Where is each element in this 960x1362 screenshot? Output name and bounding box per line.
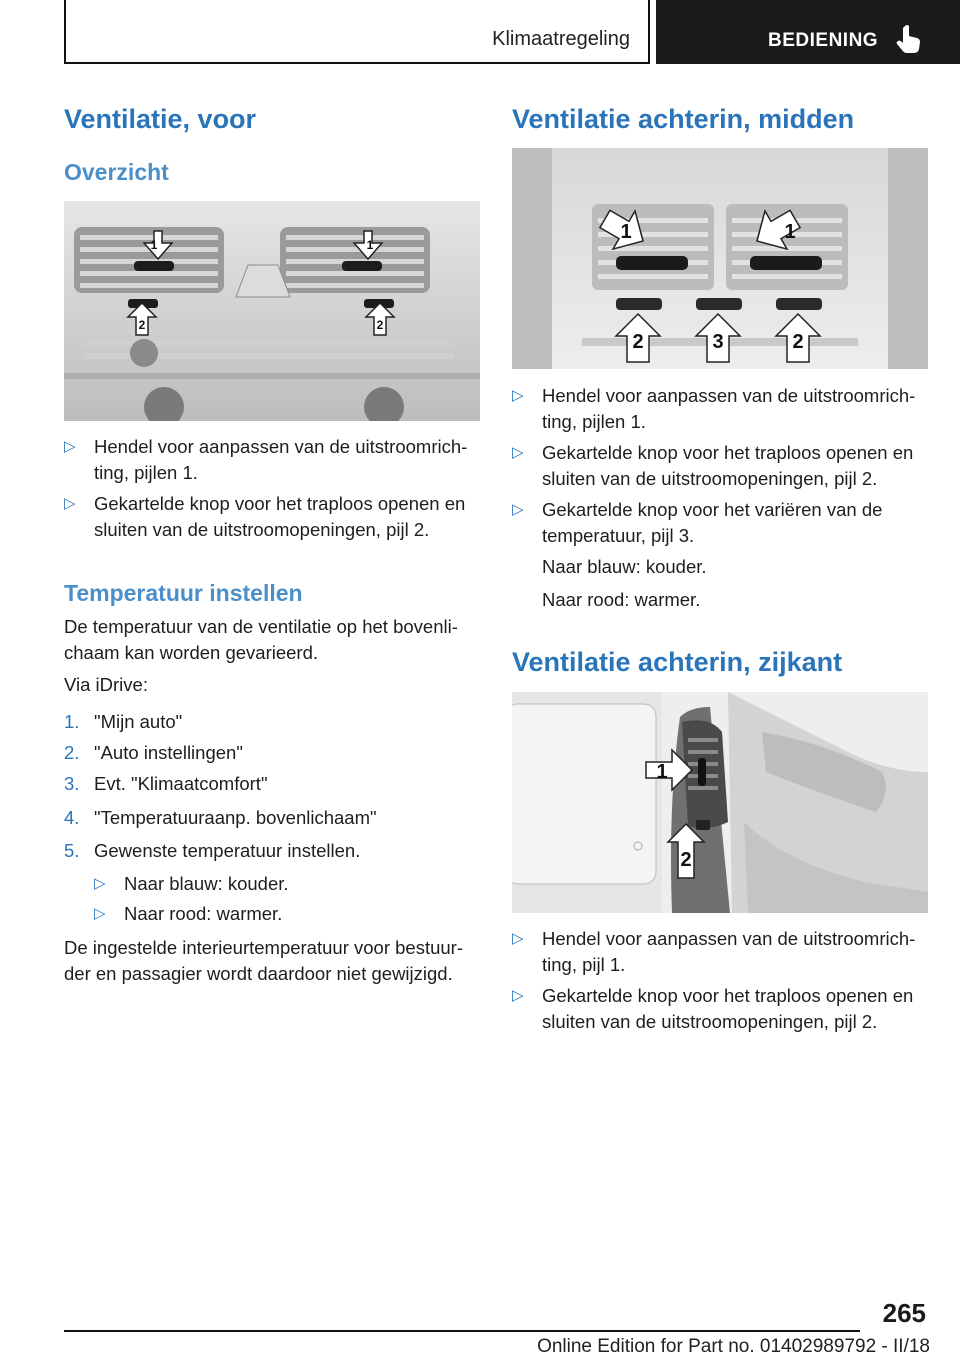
- paragraph-line: De ingestelde interieurtemperatuur voor bestuur-: [64, 937, 463, 958]
- figure-label-arrow-2: 2: [792, 331, 804, 353]
- triangle-bullet-icon: ▷: [512, 930, 524, 947]
- paragraph-line: der en passagier wordt daardoor niet gewijzigd.: [64, 963, 453, 984]
- step-text: "Temperatuuraanp. bovenlichaam": [94, 807, 377, 828]
- bullet-text: Gekartelde knop voor het traploos openen en: [542, 442, 914, 463]
- step-number: 2.: [64, 742, 80, 763]
- list-item: [512, 440, 928, 492]
- chapter-tab[interactable]: [656, 0, 960, 64]
- temperature-paragraph: [64, 614, 480, 666]
- step-text: "Mijn auto": [94, 711, 183, 732]
- figure-label-arrow-2: 2: [138, 318, 146, 332]
- section-title-rear-side: Ventilatie achterin, zijkant: [512, 647, 843, 677]
- triangle-bullet-icon: ▷: [512, 387, 524, 404]
- bullet-text: ting, pijlen 1.: [94, 462, 198, 483]
- bullet-text: Hendel voor aanpassen van de uitstroomrich-: [542, 385, 916, 406]
- step-number: 3.: [64, 773, 80, 794]
- via-idrive-label: Via iDrive:: [64, 674, 148, 695]
- edition-text: Online Edition for Part no. 01402989792 - II/18: [537, 1336, 930, 1357]
- footer-divider: [64, 1330, 860, 1332]
- figure-label-arrow-2: 2: [632, 331, 644, 353]
- figure-label-arrow-1: 1: [620, 221, 632, 243]
- bullet-text: Gekartelde knop voor het traploos openen en: [94, 493, 466, 514]
- bullet-text: Naar rood: warmer.: [124, 903, 283, 924]
- list-item: [64, 491, 480, 543]
- figure-label-arrow-1: 1: [784, 221, 796, 243]
- figure-label-arrow-2: 2: [680, 849, 692, 871]
- section-title: Klimaatregeling: [492, 28, 630, 50]
- list-item: [512, 497, 928, 549]
- bullet-text: Hendel voor aanpassen van de uitstroomrich-: [542, 928, 916, 949]
- list-item: [94, 871, 474, 897]
- step-number: 5.: [64, 840, 80, 861]
- section-title-front-vent: Ventilatie, voor: [64, 104, 257, 134]
- rear-side-vent-figure: [512, 692, 928, 913]
- triangle-bullet-icon: ▷: [512, 501, 524, 518]
- figure-label-arrow-2: 2: [376, 318, 384, 332]
- note-line: Naar blauw: kouder.: [542, 556, 707, 577]
- list-item: [512, 983, 928, 1035]
- triangle-bullet-icon: ▷: [94, 875, 106, 892]
- header-section-box: [64, 0, 650, 64]
- step-text: Evt. "Klimaatcomfort": [94, 773, 268, 794]
- figure-label-arrow-1: 1: [366, 238, 374, 252]
- triangle-bullet-icon: ▷: [512, 987, 524, 1004]
- paragraph-line: De temperatuur van de ventilatie op het bovenli-: [64, 616, 458, 637]
- closing-paragraph: [64, 935, 480, 987]
- front-vent-figure: [64, 201, 480, 421]
- rear-center-vent-figure: [512, 148, 928, 369]
- list-item: [512, 383, 928, 435]
- figure-label-arrow-1: 1: [656, 761, 668, 783]
- temperature-heading: Temperatuur instellen: [64, 580, 303, 606]
- hand-pointer-icon: [896, 24, 922, 54]
- bullet-text: sluiten van de uitstroomopeningen, pijl 2.: [94, 519, 430, 540]
- list-item: [64, 434, 480, 486]
- list-item: [94, 901, 474, 927]
- bullet-text: sluiten van de uitstroomopeningen, pijl 2.: [542, 468, 878, 489]
- bullet-text: Hendel voor aanpassen van de uitstroomrich-: [94, 436, 468, 457]
- section-title-rear-center: Ventilatie achterin, midden: [512, 104, 855, 134]
- bullet-text: Gekartelde knop voor het variëren van de: [542, 499, 883, 520]
- list-item: [512, 926, 928, 978]
- overview-heading: Overzicht: [64, 159, 169, 185]
- step-text: "Auto instellingen": [94, 742, 243, 763]
- step-number: 4.: [64, 807, 80, 828]
- paragraph-line: chaam kan worden gevarieerd.: [64, 642, 319, 663]
- note-line: Naar rood: warmer.: [542, 589, 701, 610]
- bullet-text: Naar blauw: kouder.: [124, 873, 289, 894]
- chapter-label: BEDIENING: [768, 30, 879, 51]
- figure-label-arrow-1: 1: [150, 238, 158, 252]
- bullet-text: temperatuur, pijl 3.: [542, 525, 695, 546]
- triangle-bullet-icon: ▷: [512, 444, 524, 461]
- bullet-text: Gekartelde knop voor het traploos openen en: [542, 985, 914, 1006]
- step-text: Gewenste temperatuur instellen.: [94, 840, 361, 861]
- bullet-text: ting, pijl 1.: [542, 954, 626, 975]
- page-number: 265: [882, 1298, 926, 1328]
- triangle-bullet-icon: ▷: [64, 495, 76, 512]
- triangle-bullet-icon: ▷: [64, 438, 76, 455]
- figure-label-arrow-3: 3: [712, 331, 724, 353]
- bullet-text: sluiten van de uitstroomopeningen, pijl 2.: [542, 1011, 878, 1032]
- triangle-bullet-icon: ▷: [94, 905, 106, 922]
- step-number: 1.: [64, 711, 80, 732]
- bullet-text: ting, pijlen 1.: [542, 411, 646, 432]
